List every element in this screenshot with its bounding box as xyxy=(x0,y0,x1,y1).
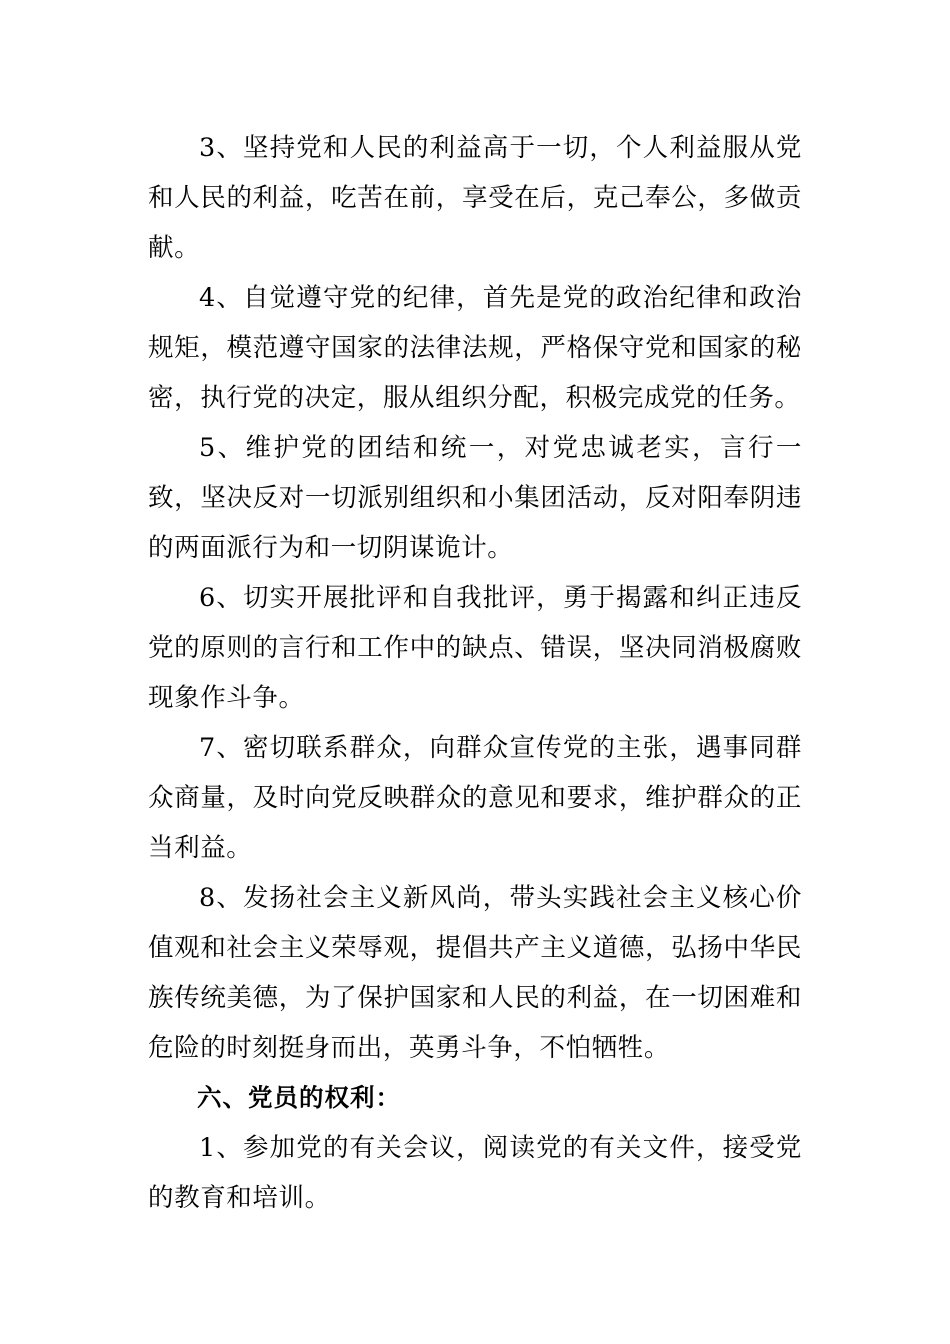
document-body xyxy=(148,123,802,1223)
section-heading-member-rights: 六、党员的权利： xyxy=(197,1083,401,1112)
paragraph-duty-4: 4、自觉遵守党的纪律，首先是党的政治纪律和政治规矩，模范遵守国家的法律法规，严格保守党和国家的秘密，执行党的决定，服从组织分配，积极完成党的任务。 xyxy=(148,283,802,413)
paragraph-duty-5: 5、维护党的团结和统一，对党忠诚老实，言行一致，坚决反对一切派别组织和小集团活动，反对阳奉阴违的两面派行为和一切阴谋诡计。 xyxy=(148,433,802,563)
paragraph-duty-3: 3、坚持党和人民的利益高于一切，个人利益服从党和人民的利益，吃苦在前，享受在后，克己奉公，多做贡献。 xyxy=(148,133,802,263)
paragraph-duty-7: 7、密切联系群众，向群众宣传党的主张，遇事同群众商量，及时向党反映群众的意见和要求，维护群众的正当利益。 xyxy=(148,733,802,863)
paragraph-duty-6: 6、切实开展批评和自我批评，勇于揭露和纠正违反党的原则的言行和工作中的缺点、错误，坚决同消极腐败现象作斗争。 xyxy=(148,583,802,713)
paragraph-right-1: 1、参加党的有关会议，阅读党的有关文件，接受党的教育和培训。 xyxy=(148,1133,802,1213)
paragraph-duty-8: 8、发扬社会主义新风尚，带头实践社会主义核心价值观和社会主义荣辱观，提倡共产主义道德，弘扬中华民族传统美德，为了保护国家和人民的利益，在一切困难和危险的时刻挺身而出，英勇斗争，不怕牺牲。 xyxy=(148,883,802,1063)
